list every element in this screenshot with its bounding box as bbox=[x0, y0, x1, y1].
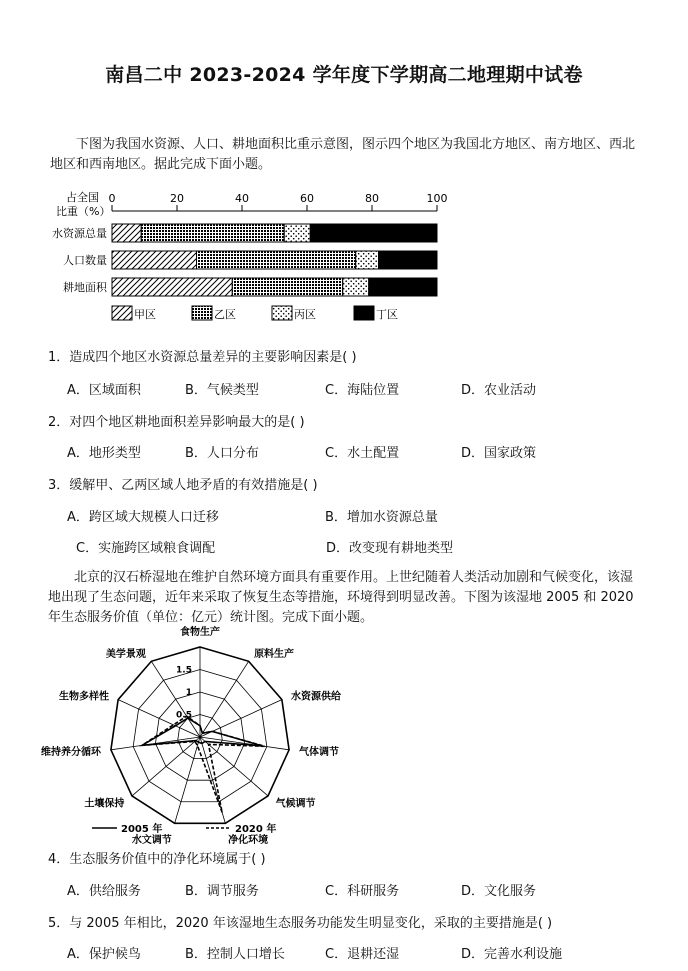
q5-option-c[interactable]: C．退耕还湿 bbox=[325, 947, 400, 962]
chart1-bar-segment-丙区 bbox=[356, 251, 379, 269]
chart1-tick-100: 100 bbox=[426, 192, 448, 205]
radar-ring-label: 0.5 bbox=[176, 710, 192, 721]
radar-axis-label: 水文调节 bbox=[131, 834, 172, 846]
chart1-legend-label: 甲区 bbox=[134, 308, 156, 321]
chart1-legend-swatch bbox=[272, 306, 292, 320]
intro-paragraph-1: 下图为我国水资源、人口、耕地面积比重示意图，图示四个地区为我国北方地区、南方地区、西北地区和西南地区。据此完成下面小题。 bbox=[50, 137, 636, 172]
chart1-bar-segment-乙区 bbox=[232, 278, 343, 296]
q1-option-c[interactable]: C．海陆位置 bbox=[325, 383, 400, 398]
q3-option-d[interactable]: D．改变现有耕地类型 bbox=[326, 541, 454, 556]
chart1-bar-segment-丁区 bbox=[310, 224, 437, 242]
chart1-tick-40: 40 bbox=[235, 192, 249, 205]
chart1-tick-60: 60 bbox=[300, 192, 314, 205]
page-title: 南昌二中 2023-2024 学年度下学期高二地理期中试卷 bbox=[105, 64, 583, 86]
chart1-bar-segment-丙区 bbox=[343, 278, 369, 296]
radar-axis-label: 原料生产 bbox=[254, 648, 295, 660]
q3-option-b[interactable]: B．增加水资源总量 bbox=[325, 510, 438, 525]
question-4-stem: 4．生态服务价值中的净化环境属于( ) bbox=[48, 852, 266, 867]
chart1-legend-label: 乙区 bbox=[214, 308, 236, 321]
q2-option-b[interactable]: B．人口分布 bbox=[185, 446, 259, 461]
chart1-ylabel-1: 占全国 bbox=[66, 191, 99, 204]
q5-option-d[interactable]: D．完善水利设施 bbox=[461, 947, 563, 962]
chart1-row-label: 水资源总量 bbox=[52, 227, 107, 240]
radar-legend-label-2020: 2020 年 bbox=[235, 824, 277, 835]
chart1-bar-segment-丙区 bbox=[284, 224, 310, 242]
question-5-stem: 5．与 2005 年相比，2020 年该湿地生态服务功能发生明显变化，采取的主要措施是( ) bbox=[48, 916, 553, 931]
q4-option-a[interactable]: A．供给服务 bbox=[67, 884, 141, 899]
radar-ring-label: 1 bbox=[185, 688, 192, 698]
chart1-bar-segment-丁区 bbox=[369, 278, 437, 296]
intro-paragraph-2: 北京的汉石桥湿地在维护自然环境方面具有重要作用。上世纪随着人类活动加剧和气候变化，该湿地出现了生态问题，近年来采取了恢复生态等措施，环境得到明显改善。下图为该湿地 2005 和 2020 年生态服务价值（单位：亿元）统计图。完成下面小题。 bbox=[48, 570, 634, 625]
question-3-stem: 3．缓解甲、乙两区域人地矛盾的有效措施是( ) bbox=[48, 478, 318, 493]
chart1-bar-segment-甲区 bbox=[112, 251, 197, 269]
radar-axis-label: 气候调节 bbox=[275, 798, 316, 810]
radar-axis-label: 净化环境 bbox=[228, 834, 269, 846]
radar-axis-label: 气体调节 bbox=[298, 747, 339, 759]
q1-option-b[interactable]: B．气候类型 bbox=[185, 383, 259, 398]
chart1-bar-segment-丁区 bbox=[379, 251, 438, 269]
q4-option-d[interactable]: D．文化服务 bbox=[461, 884, 537, 899]
q4-option-c[interactable]: C．科研服务 bbox=[325, 884, 400, 899]
radar-axis-label: 土壤保持 bbox=[84, 798, 125, 810]
question-2-stem: 2．对四个地区耕地面积差异影响最大的是( ) bbox=[48, 415, 305, 430]
q4-option-b[interactable]: B．调节服务 bbox=[185, 884, 259, 899]
chart1-bar-segment-甲区 bbox=[112, 224, 141, 242]
radar-axis-label: 食物生产 bbox=[180, 627, 220, 638]
chart1-legend-swatch bbox=[354, 306, 374, 320]
chart1-legend-label: 丁区 bbox=[376, 308, 398, 321]
q3-option-a[interactable]: A．跨区域大规模人口迁移 bbox=[67, 510, 219, 525]
chart1-ylabel-2: 比重（%） bbox=[56, 205, 111, 218]
chart1-tick-80: 80 bbox=[365, 192, 379, 205]
chart1-row-label: 人口数量 bbox=[63, 254, 107, 267]
q3-option-c[interactable]: C．实施跨区域粮食调配 bbox=[76, 541, 216, 556]
radar-axis-label: 维持养分循环 bbox=[41, 747, 102, 759]
chart1-legend-label: 丙区 bbox=[294, 308, 316, 321]
q1-option-a[interactable]: A．区域面积 bbox=[67, 383, 141, 398]
question-1-stem: 1．造成四个地区水资源总量差异的主要影响因素是( ) bbox=[48, 350, 357, 365]
radar-axis-label: 生物多样性 bbox=[59, 691, 110, 703]
stacked-bar-chart bbox=[0, 185, 688, 335]
radar-chart bbox=[40, 627, 341, 846]
chart1-legend-swatch bbox=[112, 306, 132, 320]
chart1-bar-segment-甲区 bbox=[112, 278, 232, 296]
q2-option-a[interactable]: A．地形类型 bbox=[67, 446, 141, 461]
radar-series-2020 bbox=[142, 716, 264, 812]
radar-axis-label: 水资源供给 bbox=[290, 691, 341, 703]
radar-legend-label-2005: 2005 年 bbox=[121, 824, 163, 835]
q2-option-c[interactable]: C．水土配置 bbox=[325, 446, 400, 461]
chart1-legend-swatch bbox=[192, 306, 212, 320]
chart1-tick-20: 20 bbox=[170, 192, 184, 205]
radar-spoke bbox=[200, 737, 289, 750]
chart1-bar-segment-乙区 bbox=[197, 251, 356, 269]
q5-option-a[interactable]: A．保护候鸟 bbox=[67, 947, 141, 962]
chart1-row-label: 耕地面积 bbox=[63, 281, 107, 294]
chart1-tick-0: 0 bbox=[108, 192, 116, 205]
q1-option-d[interactable]: D．农业活动 bbox=[461, 383, 537, 398]
radar-ring-label: 1.5 bbox=[176, 665, 192, 676]
chart1-bar-segment-乙区 bbox=[141, 224, 284, 242]
q2-option-d[interactable]: D．国家政策 bbox=[461, 446, 537, 461]
q5-option-b[interactable]: B．控制人口增长 bbox=[185, 947, 285, 962]
radar-axis-label: 美学景观 bbox=[105, 648, 146, 660]
